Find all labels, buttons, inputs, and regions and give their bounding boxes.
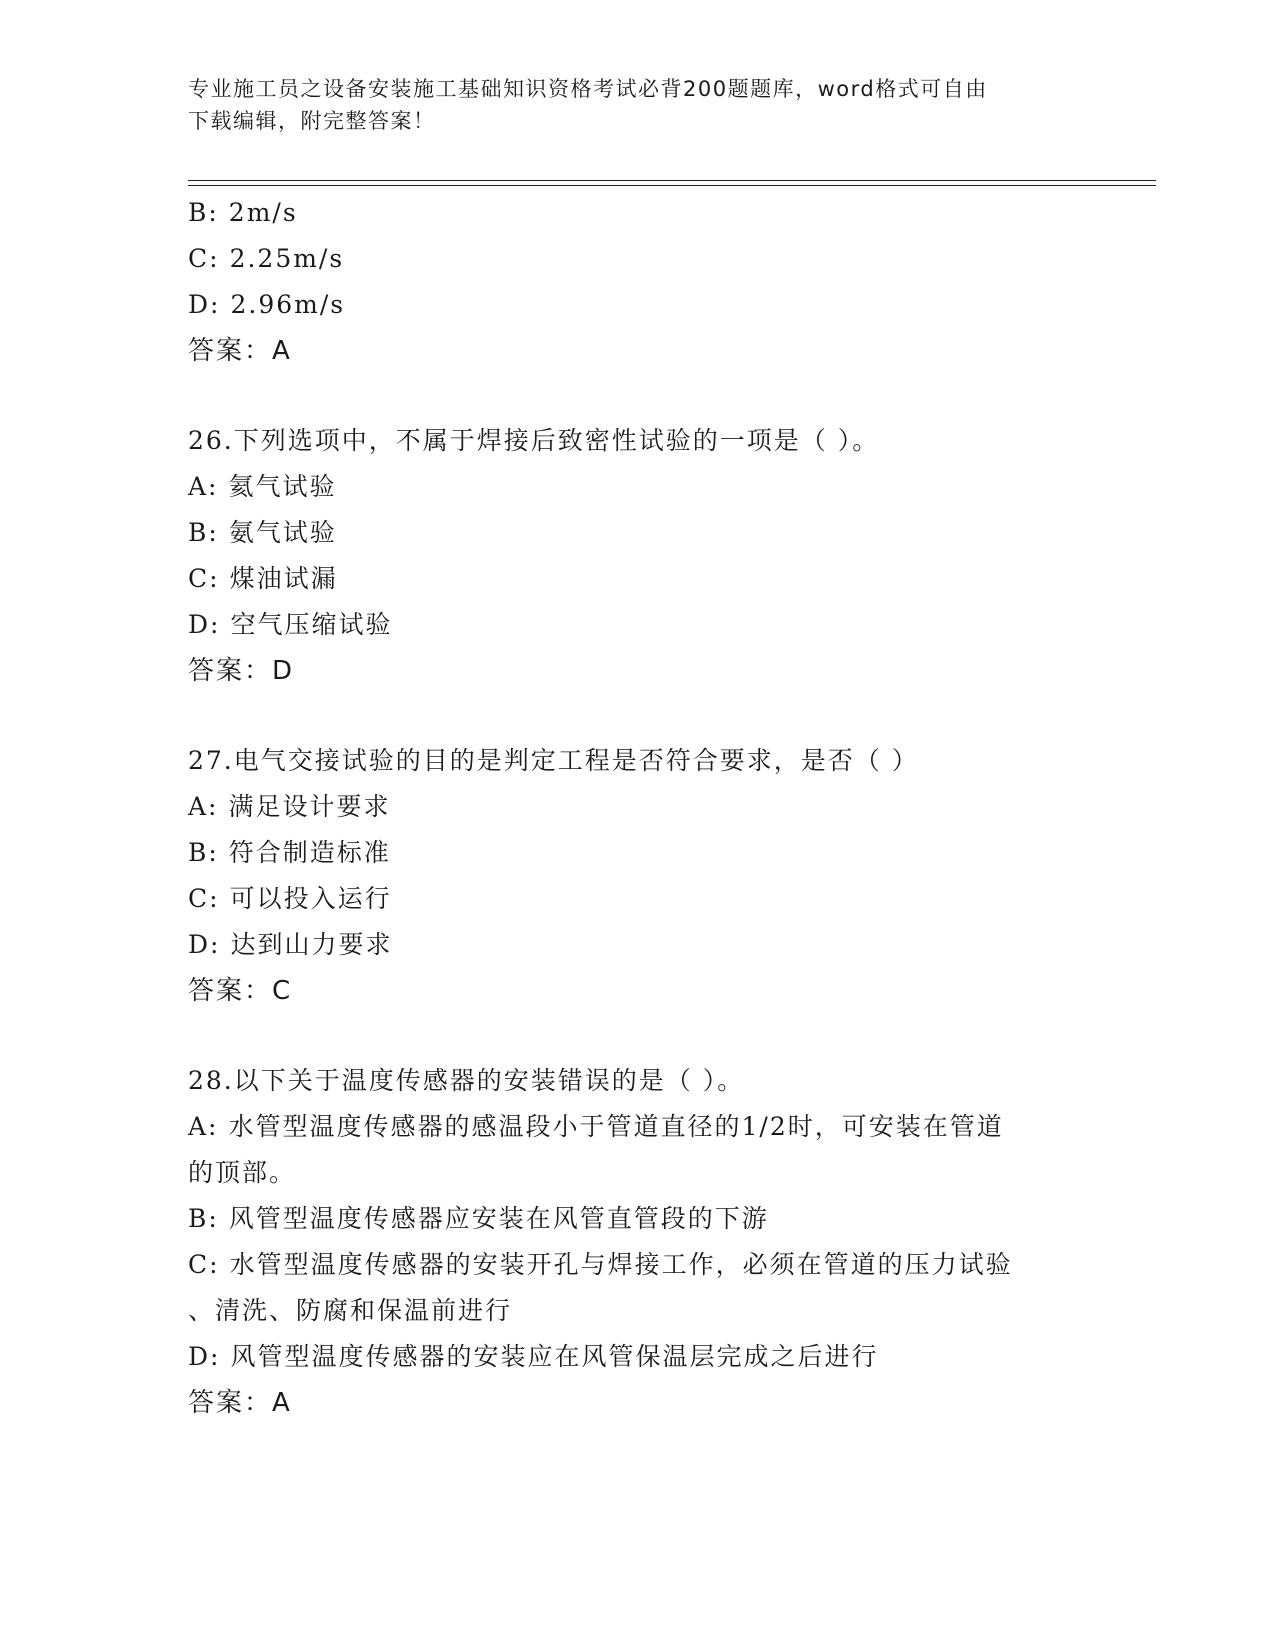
header-line-2: 下载编辑，附完整答案！ xyxy=(188,109,436,133)
option-b xyxy=(188,830,1088,876)
question-stem: 26.下列选项中，不属于焊接后致密性试验的一项是（ ）。 xyxy=(188,426,880,455)
page-header xyxy=(188,73,1068,137)
question-content xyxy=(188,190,1088,1426)
question-stem: 27.电气交接试验的目的是判定工程是否符合要求，是否（ ） xyxy=(188,746,919,775)
question-27 xyxy=(188,738,1088,1014)
option-c xyxy=(188,556,1088,602)
option-d xyxy=(188,282,1088,328)
option-key: D: xyxy=(188,930,221,959)
option-key: C: xyxy=(188,564,220,593)
option-key: D: xyxy=(188,290,221,319)
option-d xyxy=(188,922,1088,968)
option-text: 风管型温度传感器的安装应在风管保温层完成之后进行 xyxy=(230,1342,879,1371)
option-text: 氦气试验 xyxy=(228,472,337,501)
option-text: 满足设计要求 xyxy=(228,792,391,821)
option-c-continuation: 、清洗、防腐和保温前进行 xyxy=(188,1296,513,1325)
option-text: 符合制造标准 xyxy=(228,838,391,867)
option-key: B: xyxy=(188,1204,219,1233)
option-c xyxy=(188,236,1088,282)
option-text: 2.25m/s xyxy=(229,244,345,273)
option-text: 水管型温度传感器的感温段小于管道直径的1/2时，可安装在管道 xyxy=(228,1112,1004,1141)
option-text: 空气压缩试验 xyxy=(230,610,393,639)
option-d xyxy=(188,1334,1088,1380)
option-key: B: xyxy=(188,838,219,867)
answer-line: 答案：A xyxy=(188,1388,292,1418)
option-text: 氨气试验 xyxy=(228,518,337,547)
answer-line: 答案：A xyxy=(188,336,292,366)
option-c xyxy=(188,1242,1088,1288)
answer-line: 答案：C xyxy=(188,976,293,1006)
question-26 xyxy=(188,418,1088,694)
option-key: C: xyxy=(188,1250,220,1279)
option-key: B: xyxy=(188,518,219,547)
option-a xyxy=(188,464,1088,510)
option-key: C: xyxy=(188,884,220,913)
option-b xyxy=(188,510,1088,556)
option-key: A: xyxy=(188,792,219,821)
option-text: 风管型温度传感器应安装在风管直管段的下游 xyxy=(228,1204,769,1233)
option-text: 2m/s xyxy=(228,198,298,227)
option-key: D: xyxy=(188,610,221,639)
header-divider-bottom xyxy=(188,185,1156,186)
option-d xyxy=(188,602,1088,648)
option-b xyxy=(188,1196,1088,1242)
option-key: A: xyxy=(188,472,219,501)
option-text: 煤油试漏 xyxy=(229,564,338,593)
option-a xyxy=(188,784,1088,830)
question-stem: 28.以下关于温度传感器的安装错误的是（ ）。 xyxy=(188,1066,745,1095)
option-c xyxy=(188,876,1088,922)
question-28 xyxy=(188,1058,1088,1426)
option-a xyxy=(188,1104,1088,1150)
option-text: 可以投入运行 xyxy=(229,884,392,913)
answer-line: 答案：D xyxy=(188,656,295,686)
option-b xyxy=(188,190,1088,236)
option-key: B: xyxy=(188,198,219,227)
option-text: 达到山力要求 xyxy=(230,930,393,959)
option-key: A: xyxy=(188,1112,219,1141)
header-divider-top xyxy=(188,180,1156,181)
option-a-continuation: 的顶部。 xyxy=(188,1158,297,1187)
option-key: C: xyxy=(188,244,220,273)
question-25-tail xyxy=(188,190,1088,374)
option-text: 2.96m/s xyxy=(230,290,346,319)
option-text: 水管型温度传感器的安装开孔与焊接工作，必须在管道的压力试验 xyxy=(229,1250,1013,1279)
option-key: D: xyxy=(188,1342,221,1371)
header-line-1: 专业施工员之设备安装施工基础知识资格考试必背200题题库，word格式可自由 xyxy=(188,77,988,101)
